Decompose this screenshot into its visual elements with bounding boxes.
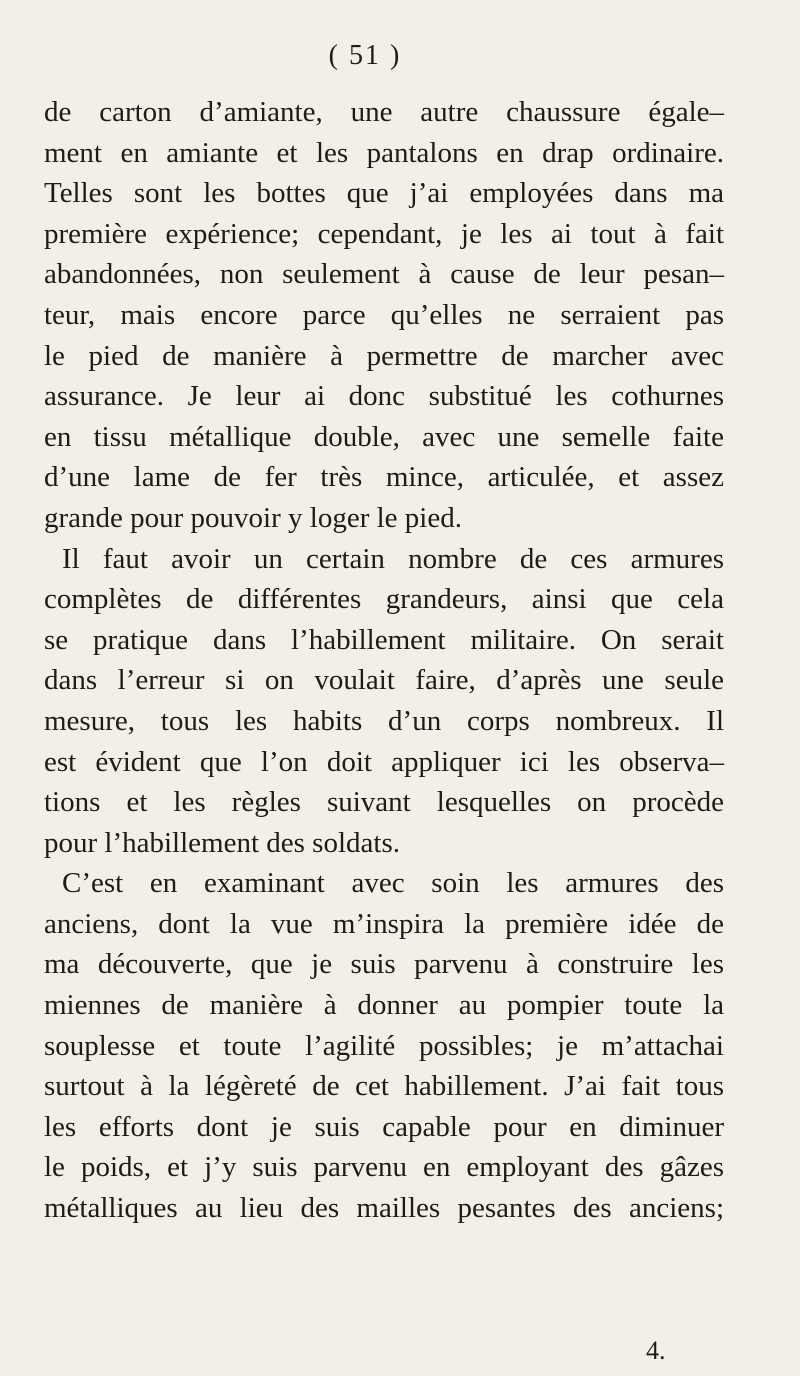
text-line: en tissu métallique double, avec une semelle faite: [44, 420, 724, 453]
text-line: abandonnées, non seulement à cause de leur pesan–: [44, 258, 724, 291]
text-line: d’une lame de fer très mince, articulée, et assez: [44, 461, 724, 494]
text-line: tions et les règles suivant lesquelles on procède: [44, 786, 724, 819]
text-line: dans l’erreur si on voulait faire, d’après une seule: [44, 664, 724, 697]
text-line: mesure, tous les habits d’un corps nombreux. Il: [44, 704, 724, 737]
text-line: ment en amiante et les pantalons en drap ordinaire.: [44, 136, 724, 169]
text-line: ma découverte, que je suis parvenu à construire les: [44, 948, 724, 981]
text-line: le poids, et j’y suis parvenu en employant des gâzes: [44, 1151, 724, 1184]
text-line: se pratique dans l’habillement militaire. On serait: [44, 623, 724, 656]
text-line: le pied de manière à permettre de marcher avec: [44, 339, 724, 372]
text-line: assurance. Je leur ai donc substitué les cothurnes: [44, 380, 724, 413]
text-line: C’est en examinant avec soin les armures des: [62, 867, 724, 900]
text-line: surtout à la légèreté de cet habillement. J’ai fait tous: [44, 1070, 724, 1103]
page-number: ( 51 ): [328, 40, 402, 71]
text-line: première expérience; cependant, je les ai tout à fait: [44, 217, 724, 250]
text-line: teur, mais encore parce qu’elles ne serraient pas: [44, 298, 724, 331]
body-text: [44, 92, 724, 1229]
text-line: est évident que l’on doit appliquer ici les observa–: [44, 745, 724, 778]
text-line: souplesse et toute l’agilité possibles; je m’attachai: [44, 1029, 724, 1062]
text-line: pour l’habillement des soldats.: [44, 826, 400, 859]
text-line: complètes de différentes grandeurs, ainsi que cela: [44, 583, 724, 616]
text-line: Telles sont les bottes que j’ai employées dans ma: [44, 177, 724, 210]
text-line: métalliques au lieu des mailles pesantes des anciens;: [44, 1192, 724, 1225]
text-line: Il faut avoir un certain nombre de ces armures: [62, 542, 724, 575]
text-line: miennes de manière à donner au pompier toute la: [44, 989, 724, 1022]
text-line: les efforts dont je suis capable pour en diminuer: [44, 1110, 724, 1143]
text-line: anciens, dont la vue m’inspira la première idée de: [44, 907, 724, 940]
signature-mark: 4.: [646, 1336, 666, 1365]
text-line: grande pour pouvoir y loger le pied.: [44, 501, 462, 534]
text-line: de carton d’amiante, une autre chaussure égale–: [44, 96, 724, 128]
